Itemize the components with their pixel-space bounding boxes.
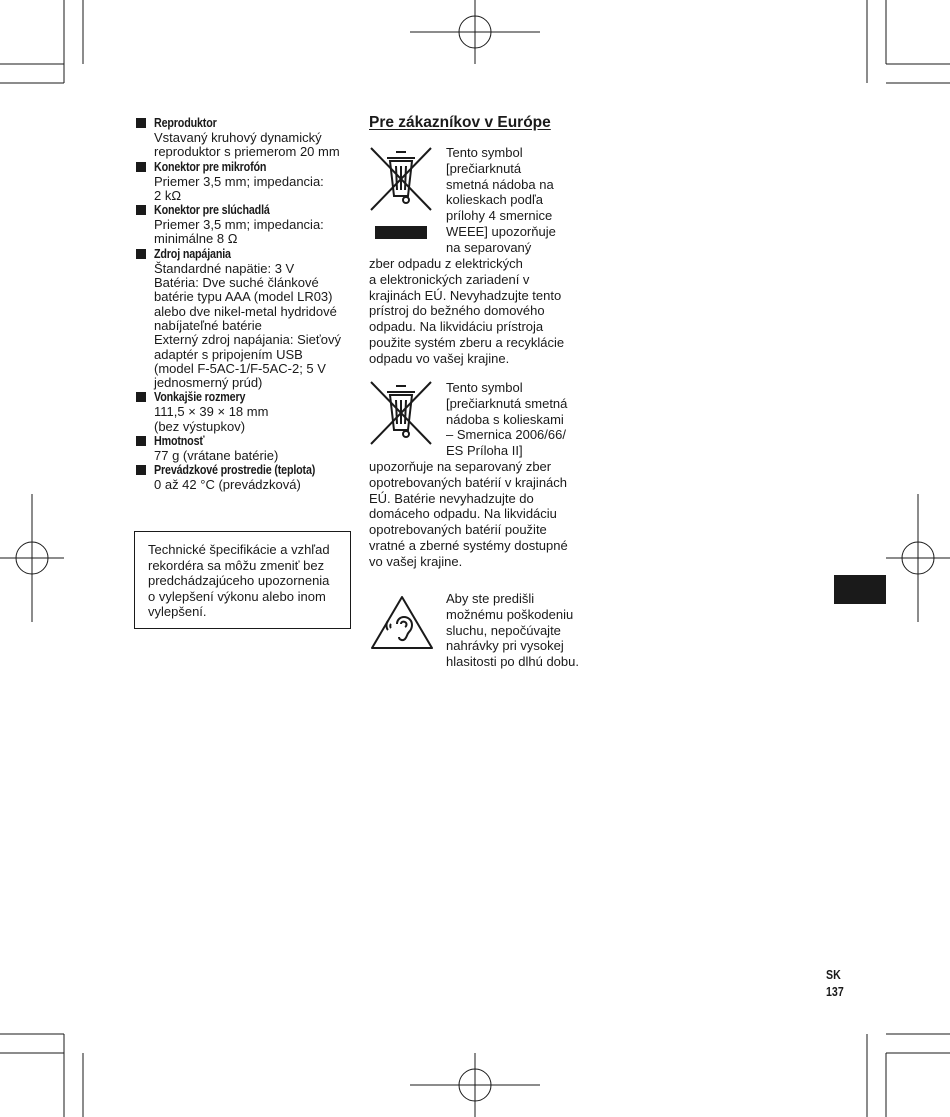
spec-line: alebo dve nikel-metal hydridové xyxy=(154,303,337,319)
hearing-text: Aby ste predišli možnému poškodeniu sluchu, nepočúvajte nahrávky pri vysokej hlasitosti po dlhú dobu. xyxy=(446,591,579,670)
spec-line: reproduktor s priemerom 20 mm xyxy=(154,144,340,160)
notice-line: Technické špecifikácie a vzhľad xyxy=(148,542,330,557)
spec-line: Štandardné napätie: 3 V xyxy=(154,260,295,276)
spec-line: nabíjateľné batérie xyxy=(154,317,262,333)
spec-title: Konektor pre slúchadlá xyxy=(154,203,270,218)
battery-side-text: Tento symbol [prečiarknutá smetná nádoba s kolieskami – Smernica 2006/66/ ES Príloha II] xyxy=(446,380,568,459)
bullet-square-icon xyxy=(136,118,146,128)
notice-line: predchádzajúceho upozornenia xyxy=(148,573,330,589)
crossed-out-bin-icon xyxy=(369,146,433,242)
bullet-square-icon xyxy=(136,162,146,172)
spec-line: 77 g (vrátane batérie) xyxy=(154,448,279,464)
spec-line: Externý zdroj napájania: Sieťový xyxy=(154,332,341,348)
spec-item xyxy=(135,390,357,434)
spec-title: Hmotnosť xyxy=(154,434,205,449)
spec-line: adaptér s pripojením USB xyxy=(154,346,303,362)
spec-line: (model F-5AC-1/F-5AC-2; 5 V xyxy=(154,360,326,376)
spec-line: batérie typu AAA (model LR03) xyxy=(154,289,333,305)
notice-line: rekordéra sa môžu zmeniť bez xyxy=(148,557,325,573)
bullet-square-icon xyxy=(136,392,146,402)
spec-item xyxy=(135,247,357,391)
spec-item xyxy=(135,463,357,492)
bullet-square-icon xyxy=(136,465,146,475)
language-tab xyxy=(834,575,886,604)
specifications-list xyxy=(135,116,357,493)
bullet-square-icon xyxy=(136,205,146,215)
spec-line: Priemer 3,5 mm; impedancia: xyxy=(154,217,324,233)
spec-line: Vstavaný kruhový dynamický xyxy=(154,130,322,145)
spec-title: Reproduktor xyxy=(154,116,217,130)
spec-line: minimálne 8 Ω xyxy=(154,231,238,247)
weee-full-text: zber odpadu z elektrických a elektronických zariadení v krajinách EÚ. Nevyhadzujte tento prístroj do bežného domového odpadu. Na likvidáciu prístroja použite systém zberu a recyklácie odpadu vo vašej krajine. xyxy=(369,256,565,366)
crossed-out-bin-icon xyxy=(369,380,433,448)
battery-full-text: upozorňuje na separovaný zber opotrebovaných batérií v krajinách EÚ. Batérie nevyhadzujte do domáceho odpadu. Na likvidáciu opotrebovaných batérií použite vratné a zberné systémy dostupné vo vašej krajine. xyxy=(369,459,568,569)
hearing-warning-icon xyxy=(370,595,434,651)
spec-line: 2 kΩ xyxy=(154,187,182,203)
spec-item xyxy=(135,116,357,160)
spec-line: (bez výstupkov) xyxy=(154,418,246,434)
spec-title: Prevádzkové prostredie (teplota) xyxy=(154,463,316,478)
spec-line: Batéria: Dve suché článkové xyxy=(154,275,319,291)
spec-line: 111,5 × 39 × 18 mm xyxy=(154,404,269,420)
spec-title: Zdroj napájania xyxy=(154,246,231,261)
notice-line: vylepšení. xyxy=(148,604,207,620)
page-number: 137 xyxy=(826,985,844,999)
spec-item xyxy=(135,203,357,247)
spec-line: jednosmerný prúd) xyxy=(154,375,263,391)
spec-title: Vonkajšie rozmery xyxy=(154,390,246,405)
language-code: SK xyxy=(826,968,841,982)
spec-line: Priemer 3,5 mm; impedancia: xyxy=(154,173,324,189)
spec-line: 0 až 42 °C (prevádzková) xyxy=(154,477,301,493)
bullet-square-icon xyxy=(136,436,146,446)
bullet-square-icon xyxy=(136,249,146,259)
page-label xyxy=(826,967,844,1001)
spec-item xyxy=(135,434,357,463)
spec-title: Konektor pre mikrofón xyxy=(154,159,267,174)
notice-line: o vylepšení výkonu alebo inom xyxy=(148,588,326,604)
section-heading: Pre zákazníkov v Európe xyxy=(369,114,551,131)
spec-item xyxy=(135,160,357,204)
weee-side-text: Tento symbol [prečiarknutá smetná nádoba na kolieskach podľa prílohy 4 smernice WEEE] upozorňuje na separovaný xyxy=(446,145,556,255)
notice-box xyxy=(134,531,351,629)
